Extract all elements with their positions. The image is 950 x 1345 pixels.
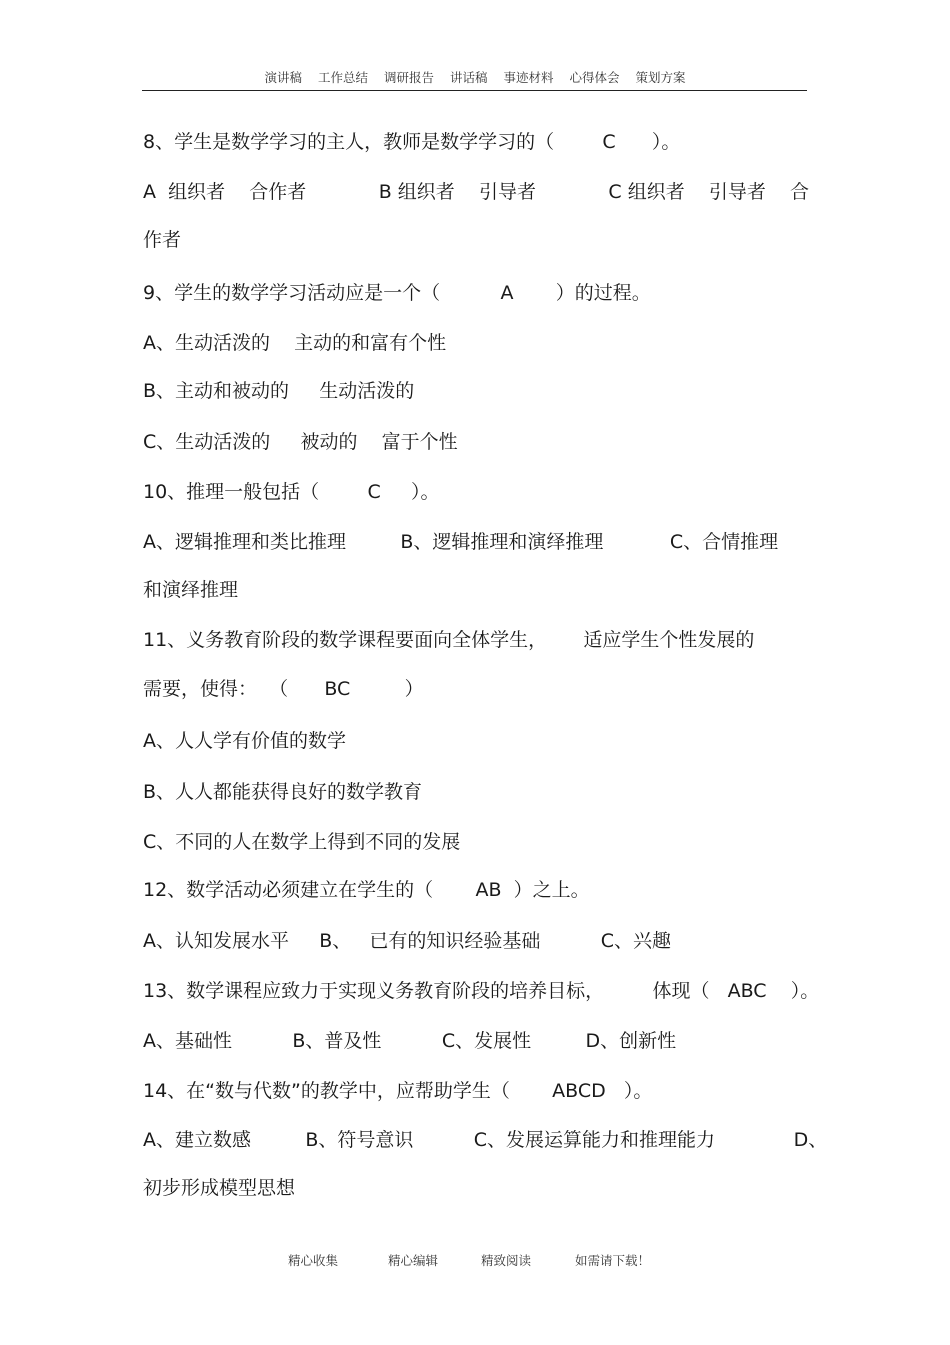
question-line: 需要，使得： （ BC ） <box>143 678 424 700</box>
option-line: 初步形成模型思想 <box>143 1177 296 1199</box>
option-line: C、生动活泼的 被动的 富于个性 <box>143 431 458 453</box>
header-item: 调研报告 <box>383 70 434 85</box>
option-line: A、逻辑推理和类比推理 B、逻辑推理和演绎推理 C、合情推理 <box>143 531 779 553</box>
footer-item: 精心收集 <box>288 1253 339 1268</box>
option-line: A、建立数感 B、符号意识 C、发展运算能力和推理能力 D、 <box>143 1129 828 1151</box>
option-line: A、认知发展水平 B、 已有的知识经验基础 C、兴趣 <box>143 930 672 952</box>
page-header <box>0 68 950 86</box>
option-line: A 组织者 合作者 B 组织者 引导者 C 组织者 引导者 合 <box>143 181 810 203</box>
option-line: B、主动和被动的 生动活泼的 <box>143 380 415 402</box>
header-item: 演讲稿 <box>264 70 302 85</box>
option-line: B、人人都能获得良好的数学教育 <box>143 781 423 803</box>
option-line: A、基础性 B、普及性 C、发展性 D、创新性 <box>143 1030 677 1052</box>
header-item: 事迹材料 <box>503 70 554 85</box>
footer-item: 如需请下载！ <box>575 1253 651 1268</box>
header-item: 心得体会 <box>569 70 620 85</box>
option-line: A、生动活泼的 主动的和富有个性 <box>143 332 447 354</box>
header-item: 工作总结 <box>317 70 368 85</box>
question-line: 10、推理一般包括（ C ）。 <box>143 481 440 503</box>
option-line: C、不同的人在数学上得到不同的发展 <box>143 831 461 853</box>
header-rule <box>142 90 807 91</box>
question-line: 13、数学课程应致力于实现义务教育阶段的培养目标， 体现（ ABC ）。 <box>143 980 820 1002</box>
footer-item: 精致阅读 <box>481 1253 532 1268</box>
question-line: 14、在“数与代数”的教学中，应帮助学生（ ABCD ）。 <box>143 1080 653 1102</box>
header-item: 策划方案 <box>635 70 686 85</box>
question-line: 9、学生的数学学习活动应是一个（ A ）的过程。 <box>143 282 651 304</box>
option-line: 作者 <box>143 229 182 251</box>
option-line: 和演绎推理 <box>143 579 239 601</box>
footer-item: 精心编辑 <box>388 1253 439 1268</box>
question-line: 12、数学活动必须建立在学生的（ AB ）之上。 <box>143 879 590 901</box>
option-line: A、人人学有价值的数学 <box>143 730 346 752</box>
header-item: 讲话稿 <box>449 70 488 85</box>
question-line: 8、学生是数学学习的主人，教师是数学学习的（ C ）。 <box>143 131 681 153</box>
question-line: 11、义务教育阶段的数学课程要面向全体学生， 适应学生个性发展的 <box>143 629 755 651</box>
